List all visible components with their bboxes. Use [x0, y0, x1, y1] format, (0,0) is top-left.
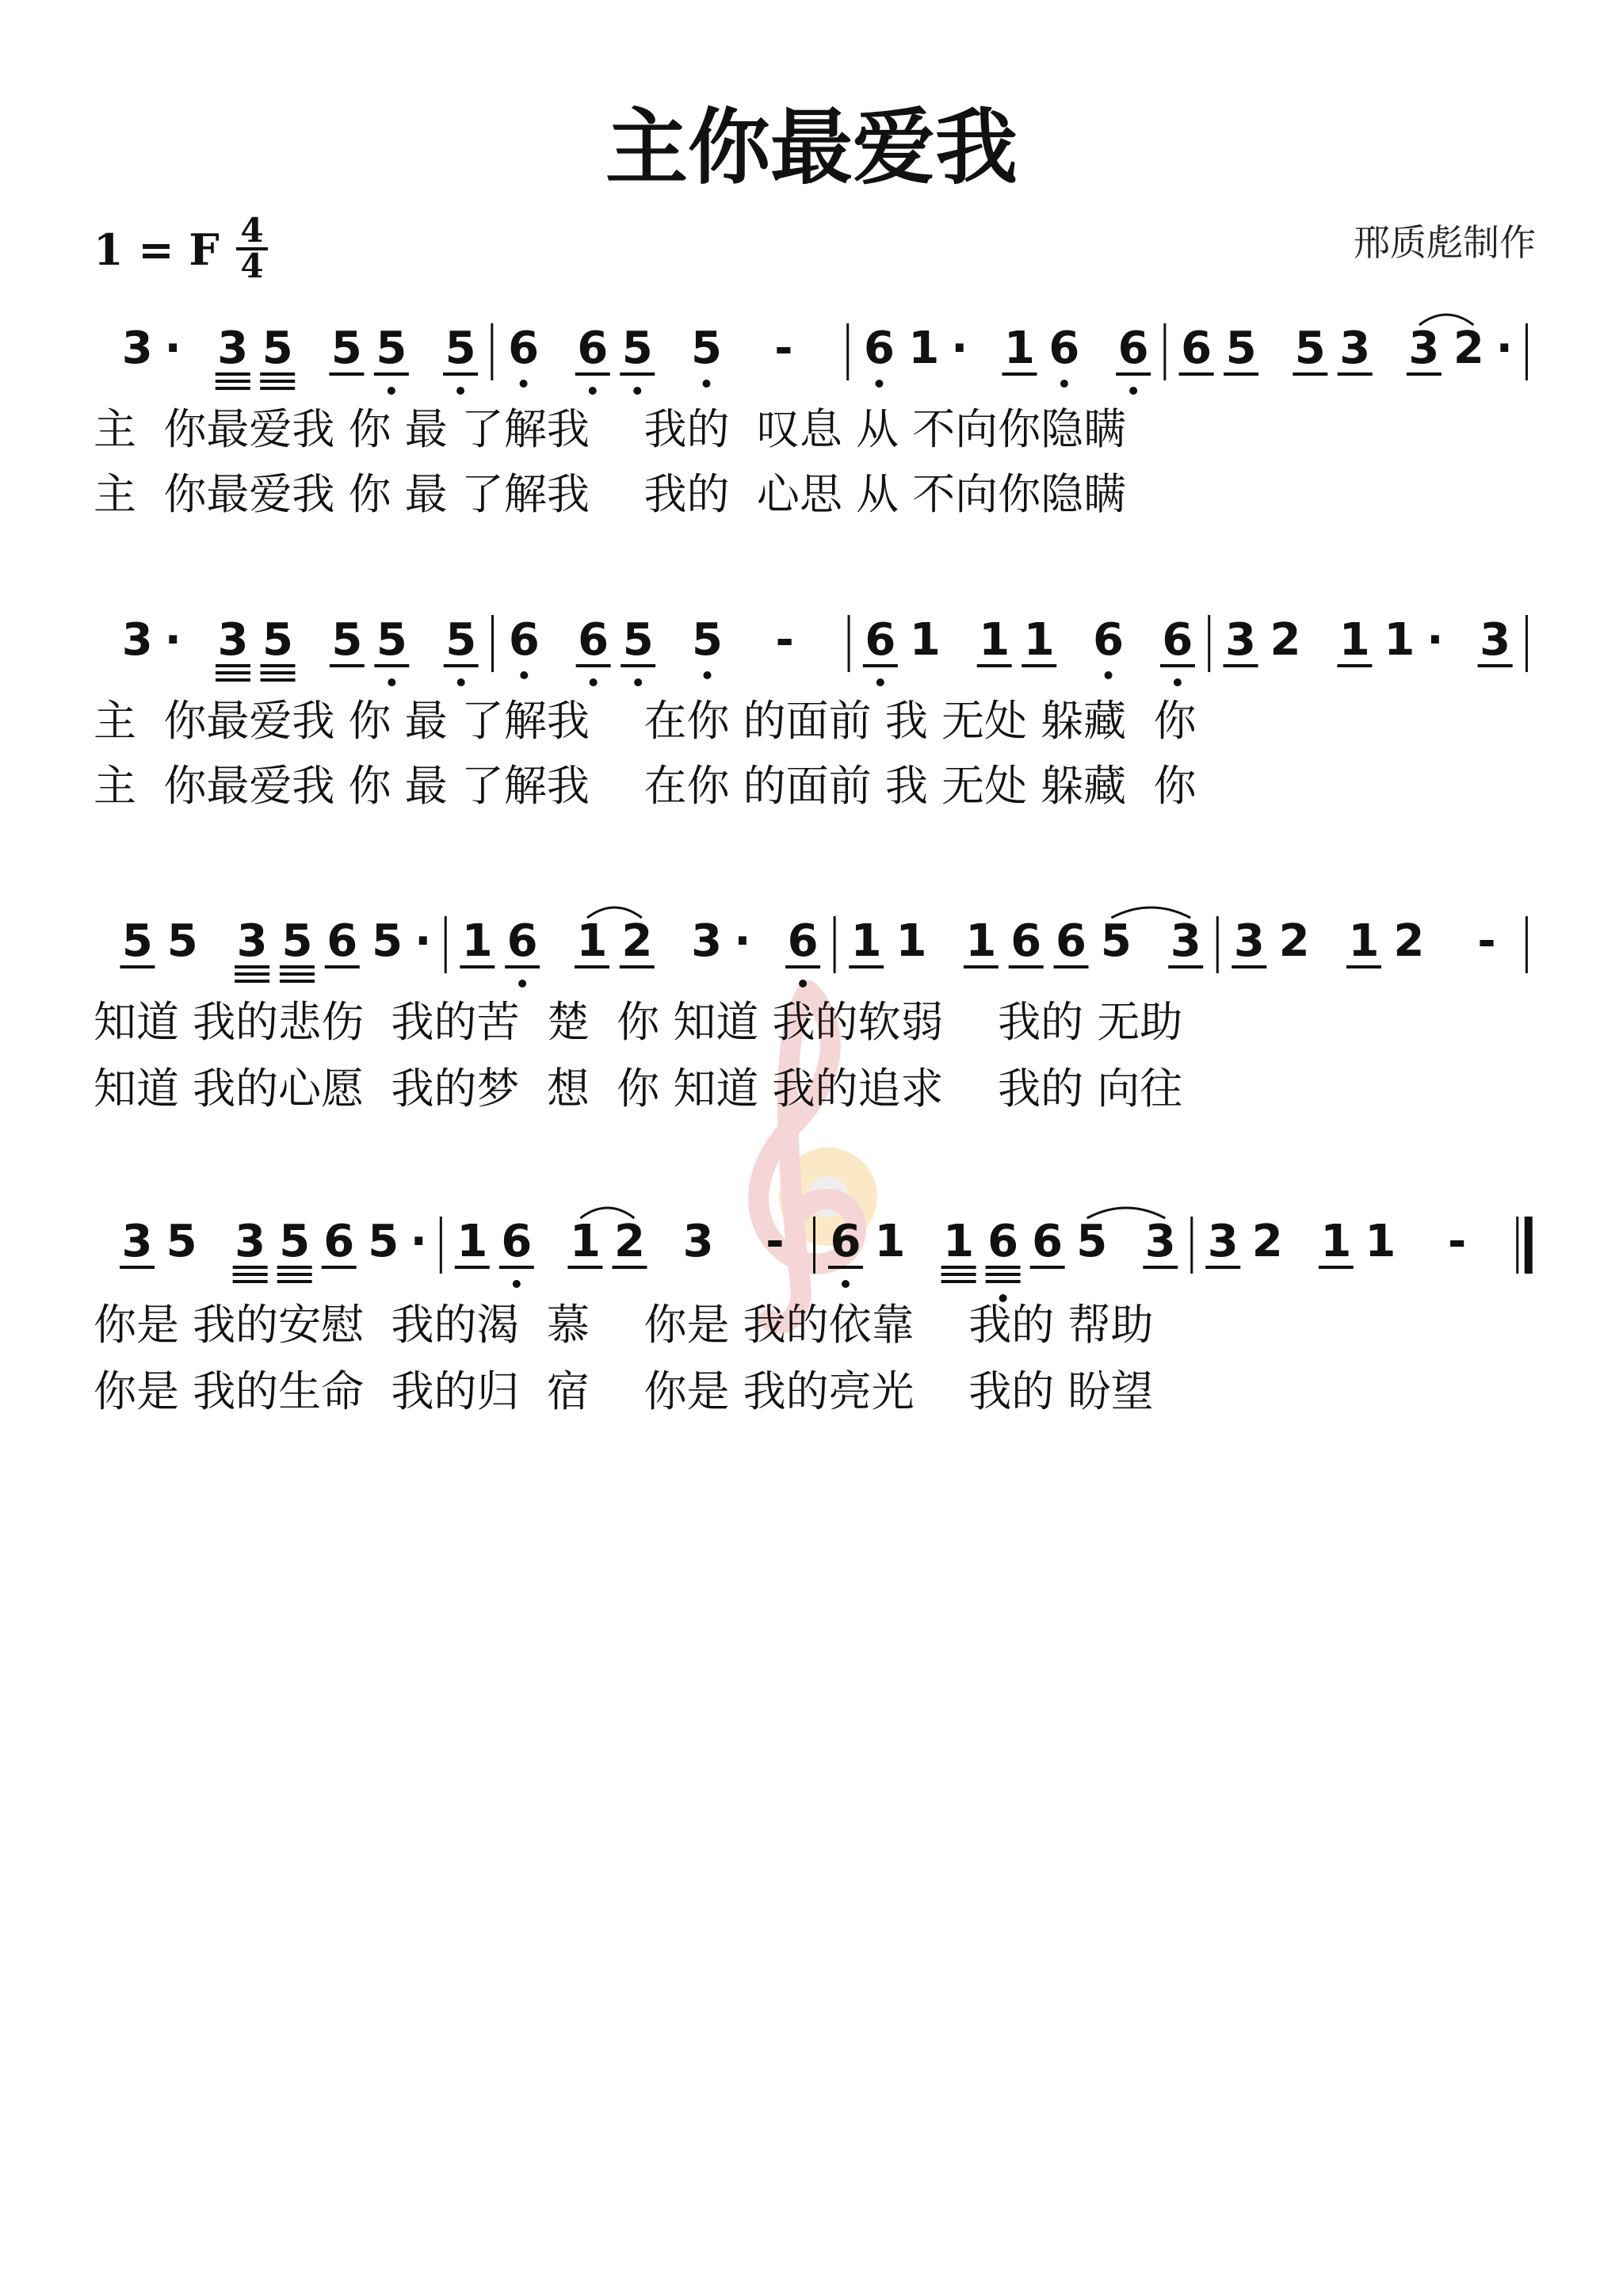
note: 3 [1170, 915, 1201, 967]
note: 1 [979, 614, 1010, 666]
note: 5 [368, 1216, 399, 1267]
lyric-line-2: 你是 我的生命 我的归 宿 你是 我的亮光 我的 盼望 [94, 1366, 1154, 1416]
note: 3 [1225, 614, 1257, 666]
lyric-line-1: 主 你最爱我 你 最 了解我 在你 的面前 我 无处 躲藏 你 [94, 696, 1197, 746]
note: 3 [217, 323, 249, 374]
note: 5 [166, 915, 198, 967]
note: 5 [1225, 323, 1257, 374]
low-octave-dot [513, 1280, 521, 1288]
note: 1 [1003, 323, 1035, 374]
lyric-line-2: 知道 我的心愿 我的梦 想 你 知道 我的追求 我的 向往 [94, 1064, 1183, 1114]
note: 2 [613, 1216, 645, 1267]
note: 6 [501, 1216, 533, 1267]
note: 2 [621, 915, 653, 967]
note: 5 [376, 614, 407, 666]
low-octave-dot [590, 678, 598, 686]
note: 5 [1294, 323, 1326, 374]
note: 5 [262, 614, 293, 666]
sustain-dash: - [1448, 1216, 1467, 1267]
low-octave-dot [388, 387, 395, 395]
note: 5 [121, 915, 153, 967]
augmentation-dot: · [164, 614, 181, 666]
low-octave-dot [520, 380, 528, 388]
arranger-credit: 邢质彪制作 [1354, 221, 1536, 264]
note: 6 [508, 323, 540, 374]
note: 1 [943, 1216, 975, 1267]
note: 6 [508, 614, 540, 666]
score-systems [94, 315, 1529, 1416]
note: 1 [874, 1216, 906, 1267]
augmentation-dot: · [951, 323, 968, 374]
note: 5 [1100, 915, 1132, 967]
note: 1 [569, 1216, 601, 1267]
low-octave-dot [704, 671, 712, 679]
note: 3 [682, 1216, 714, 1267]
note: 2 [1270, 614, 1301, 666]
note: 1 [908, 323, 940, 374]
low-octave-dot [634, 678, 642, 686]
note: 1 [576, 915, 608, 967]
note: 5 [445, 323, 476, 374]
note: 2 [1251, 1216, 1283, 1267]
note: 3 [691, 915, 723, 967]
low-octave-dot [1105, 671, 1113, 679]
note: 6 [1056, 915, 1087, 967]
note: 6 [1181, 323, 1212, 374]
lyric-line-1: 知道 我的悲伤 我的苦 楚 你 知道 我的软弱 我的 无助 [94, 997, 1183, 1047]
augmentation-dot: · [1495, 323, 1513, 374]
augmentation-dot: · [734, 915, 751, 967]
lyric-line-2: 主 你最爱我 你 最 了解我 在你 的面前 我 无处 躲藏 你 [94, 761, 1197, 811]
note: 1 [461, 915, 493, 967]
score-system [94, 907, 1526, 1114]
score-system [94, 315, 1526, 519]
note: 5 [166, 1216, 197, 1267]
note: 1 [896, 915, 927, 967]
note: 5 [281, 915, 313, 967]
low-octave-dot [876, 678, 884, 686]
page-title: 主你最爱我 [605, 98, 1018, 196]
note: 2 [1453, 323, 1484, 374]
note: 6 [323, 1216, 355, 1267]
lyric-line-1: 主 你最爱我 你 最 了解我 我的 叹息 从 不向你隐瞒 [94, 404, 1127, 454]
note: 1 [1023, 614, 1055, 666]
low-octave-dot [1129, 387, 1137, 395]
note: 3 [1233, 915, 1265, 967]
low-octave-dot [457, 678, 465, 686]
note: 6 [830, 1216, 861, 1267]
note: 6 [327, 915, 358, 967]
note: 6 [1032, 1216, 1064, 1267]
note: 5 [445, 614, 477, 666]
score-system [94, 614, 1526, 811]
note: 5 [262, 323, 293, 374]
note: 5 [692, 614, 723, 666]
note: 6 [1117, 323, 1149, 374]
note: 5 [279, 1216, 311, 1267]
note: 1 [850, 915, 882, 967]
note: 6 [863, 323, 895, 374]
note: 6 [506, 915, 538, 967]
note: 3 [217, 614, 249, 666]
note: 3 [1339, 323, 1371, 374]
low-octave-dot [633, 387, 641, 395]
time-signature-top: 4 [240, 211, 264, 250]
note: 2 [1278, 915, 1310, 967]
sustain-dash: - [766, 1216, 785, 1267]
note: 3 [236, 915, 268, 967]
note: 3 [1144, 1216, 1176, 1267]
note: 1 [1348, 915, 1380, 967]
note: 5 [331, 614, 363, 666]
note: 5 [1076, 1216, 1108, 1267]
sustain-dash: - [1477, 915, 1496, 967]
low-octave-dot [702, 380, 710, 388]
low-octave-dot [842, 1280, 850, 1288]
note: 6 [577, 323, 609, 374]
note: 5 [621, 323, 653, 374]
note: 3 [1480, 614, 1511, 666]
note: 6 [787, 915, 819, 967]
note: 1 [1365, 1216, 1396, 1267]
note: 3 [121, 323, 153, 374]
note: 1 [1320, 1216, 1352, 1267]
note: 3 [1408, 323, 1440, 374]
augmentation-dot: · [410, 1216, 427, 1267]
time-signature [236, 211, 268, 285]
note: 1 [965, 915, 997, 967]
note: 6 [1048, 323, 1080, 374]
note: 6 [987, 1216, 1019, 1267]
note: 1 [1338, 614, 1370, 666]
note: 1 [456, 1216, 488, 1267]
note: 1 [1384, 614, 1415, 666]
augmentation-dot: · [414, 915, 432, 967]
low-octave-dot [799, 980, 807, 988]
lyric-line-2: 主 你最爱我 你 最 了解我 我的 心思 从 不向你隐瞒 [94, 469, 1127, 519]
note: 5 [330, 323, 362, 374]
low-octave-dot [1174, 678, 1182, 686]
note: 5 [372, 915, 403, 967]
note: 1 [909, 614, 941, 666]
note: 5 [376, 323, 407, 374]
low-octave-dot [520, 671, 528, 679]
note: 5 [690, 323, 722, 374]
low-octave-dot [875, 380, 883, 388]
note: 2 [1393, 915, 1425, 967]
note: 6 [1093, 614, 1125, 666]
low-octave-dot [388, 678, 395, 686]
time-signature-bottom: 4 [240, 246, 264, 285]
note: 3 [1207, 1216, 1239, 1267]
lyric-line-1: 你是 我的安慰 我的渴 慕 你是 我的依靠 我的 帮助 [94, 1300, 1154, 1350]
augmentation-dot: · [1426, 614, 1444, 666]
low-octave-dot [456, 387, 464, 395]
low-octave-dot [1060, 380, 1068, 388]
sustain-dash: - [774, 323, 793, 374]
note: 3 [235, 1216, 266, 1267]
note: 6 [1162, 614, 1193, 666]
note: 6 [865, 614, 896, 666]
note: 3 [121, 1216, 153, 1267]
note: 6 [1010, 915, 1042, 967]
sustain-dash: - [775, 614, 794, 666]
low-octave-dot [589, 387, 597, 395]
note: 3 [121, 614, 153, 666]
note: 5 [622, 614, 654, 666]
low-octave-dot [518, 980, 526, 988]
note: 6 [578, 614, 609, 666]
key-signature: 1 = F [94, 224, 220, 275]
augmentation-dot: · [164, 323, 181, 374]
